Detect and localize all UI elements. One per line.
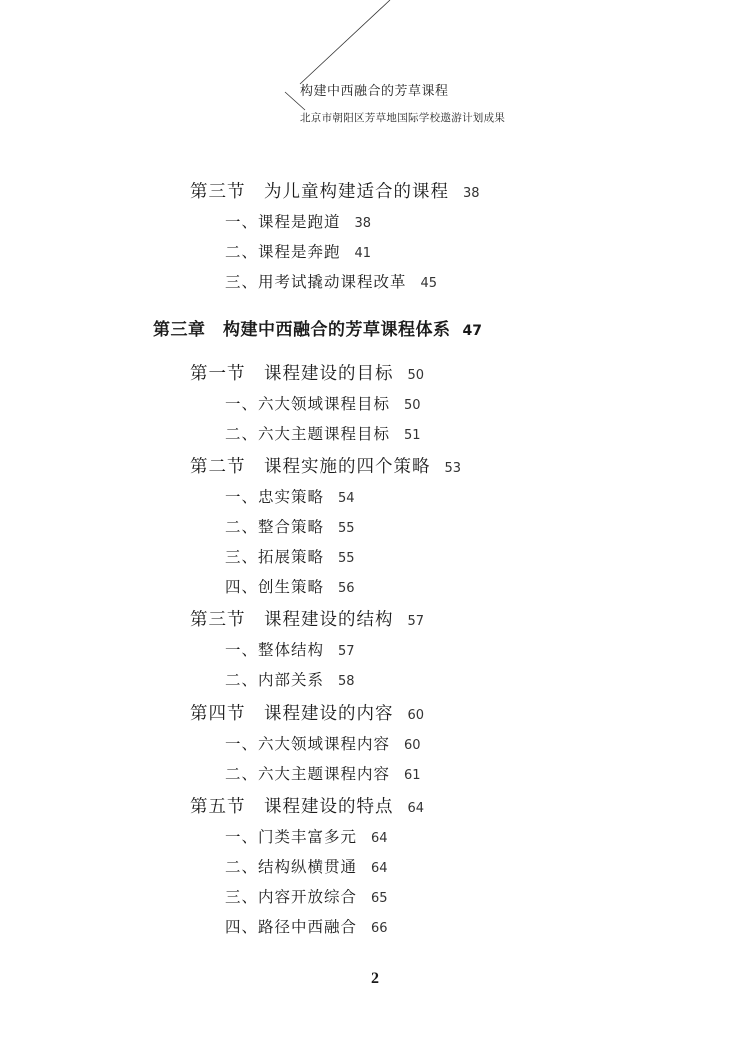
toc-subsection-entry <box>225 762 421 784</box>
toc-entry-title: 一、课程是跑道 <box>225 213 341 231</box>
toc-subsection-entry <box>225 485 355 507</box>
toc-entry-page: 66 <box>371 921 388 936</box>
toc-subsection-entry <box>225 668 355 690</box>
toc-entry-page: 50 <box>404 398 421 413</box>
toc-subsection-entry <box>225 732 421 754</box>
toc-entry-page: 55 <box>338 551 355 566</box>
toc-entry-page: 65 <box>371 891 388 906</box>
toc-entry-title: 第五节 课程建设的特点 <box>190 797 394 817</box>
page-number: 2 <box>371 970 379 987</box>
toc-entry-page: 50 <box>407 368 425 383</box>
toc-entry-title: 四、路径中西融合 <box>225 918 358 936</box>
book-subtitle: 北京市朝阳区芳草地国际学校遨游计划成果 <box>300 112 506 124</box>
toc-entry-page: 55 <box>338 521 355 536</box>
toc-subsection-entry <box>225 210 371 232</box>
toc-entry-page: 38 <box>463 186 480 201</box>
toc-subsection-entry <box>225 915 388 937</box>
toc-subsection-entry <box>225 422 421 444</box>
toc-section-entry <box>190 453 461 478</box>
toc-entry-title: 一、六大领域课程内容 <box>225 735 391 753</box>
book-title: 构建中西融合的芳草课程 <box>300 84 449 99</box>
toc-section-entry <box>190 793 424 818</box>
toc-subsection-entry <box>225 575 355 597</box>
toc-subsection-entry <box>225 515 355 537</box>
toc-entry-page: 60 <box>404 738 421 753</box>
toc-subsection-entry <box>225 855 388 877</box>
toc-subsection-entry <box>225 885 388 907</box>
toc-entry-page: 57 <box>338 644 355 659</box>
toc-section-entry <box>190 360 424 385</box>
toc-entry-title: 第二节 课程实施的四个策略 <box>190 457 431 477</box>
toc-entry-page: 64 <box>371 861 388 876</box>
toc-entry-title: 一、门类丰富多元 <box>225 828 358 846</box>
toc-subsection-entry <box>225 638 355 660</box>
toc-entry-page: 64 <box>407 801 425 816</box>
toc-entry-title: 第三节 为儿童构建适合的课程 <box>190 182 449 202</box>
toc-entry-title: 一、整体结构 <box>225 641 325 659</box>
toc-entry-title: 第三节 课程建设的结构 <box>190 610 394 630</box>
toc-subsection-entry <box>225 270 437 292</box>
toc-subsection-entry <box>225 825 388 847</box>
toc-entry-title: 二、结构纵横贯通 <box>225 858 358 876</box>
toc-entry-title: 第四节 课程建设的内容 <box>190 704 394 724</box>
toc-entry-page: 54 <box>338 491 355 506</box>
toc-section-entry <box>190 700 424 725</box>
toc-entry-page: 45 <box>420 276 438 291</box>
toc-entry-title: 第三章 构建中西融合的芳草课程体系 <box>153 320 451 340</box>
toc-entry-title: 四、创生策略 <box>225 578 325 596</box>
toc-entry-page: 38 <box>354 216 372 231</box>
toc-section-entry <box>190 606 424 631</box>
toc-entry-title: 三、用考试撬动课程改革 <box>225 273 407 291</box>
toc-entry-title: 一、忠实策略 <box>225 488 325 506</box>
toc-entry-page: 56 <box>338 581 355 596</box>
toc-entry-page: 41 <box>354 246 372 261</box>
toc-subsection-entry <box>225 240 371 262</box>
toc-entry-title: 二、六大主题课程目标 <box>225 425 391 443</box>
toc-entry-page: 51 <box>404 428 421 443</box>
toc-entry-title: 二、内部关系 <box>225 671 325 689</box>
toc-entry-title: 一、六大领域课程目标 <box>225 395 391 413</box>
toc-entry-page: 61 <box>404 768 421 783</box>
toc-subsection-entry <box>225 545 355 567</box>
toc-entry-page: 57 <box>407 614 425 629</box>
toc-entry-page: 60 <box>407 708 425 723</box>
toc-section-entry <box>190 178 480 203</box>
toc-entry-page: 58 <box>338 674 355 689</box>
toc-entry-title: 二、整合策略 <box>225 518 325 536</box>
toc-entry-page: 64 <box>371 831 388 846</box>
toc-entry-page: 53 <box>444 461 462 476</box>
toc-subsection-entry <box>225 392 421 414</box>
toc-chapter-entry <box>153 315 482 340</box>
toc-entry-title: 三、拓展策略 <box>225 548 325 566</box>
toc-entry-title: 二、六大主题课程内容 <box>225 765 391 783</box>
toc-entry-title: 三、内容开放综合 <box>225 888 358 906</box>
toc-entry-page: 47 <box>462 323 482 339</box>
toc-entry-title: 第一节 课程建设的目标 <box>190 364 394 384</box>
toc-entry-title: 二、课程是奔跑 <box>225 243 341 261</box>
